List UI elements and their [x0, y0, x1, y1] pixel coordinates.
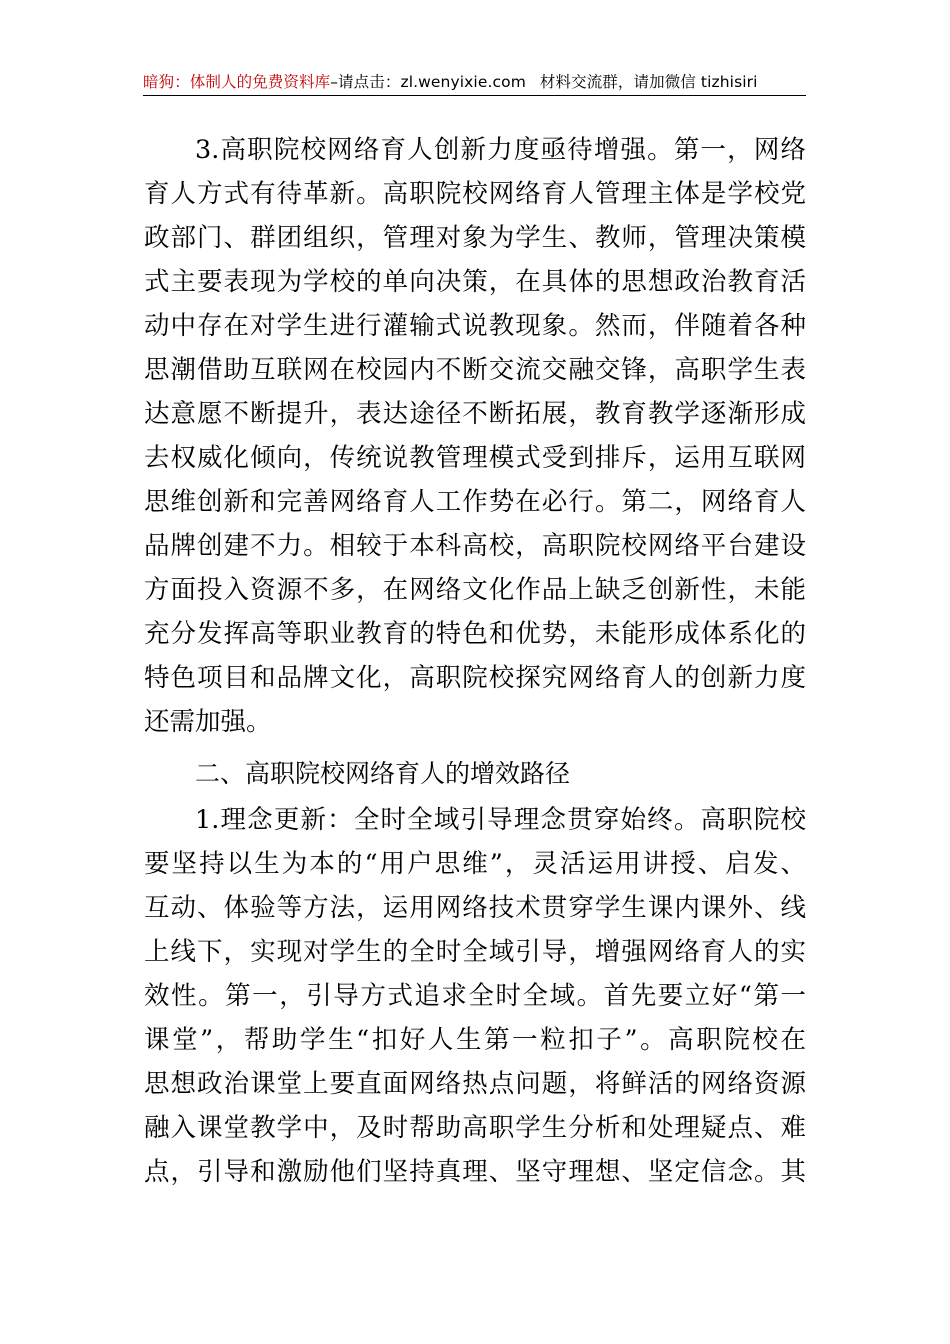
- paragraph-line: 课堂”，帮助学生“扣好人生第一粒扣子”。高职院校在: [144, 1025, 806, 1055]
- header-divider: [143, 95, 806, 96]
- paragraph-line: 思想政治课堂上要直面网络热点问题，将鲜活的网络资源: [144, 1069, 806, 1099]
- paragraph-line: 达意愿不断提升，表达途径不断拓展，教育教学逐渐形成: [144, 399, 806, 429]
- paragraph-line: 方面投入资源不多，在网络文化作品上缺乏创新性，未能: [144, 575, 806, 605]
- paragraph-line: 融入课堂教学中，及时帮助高职学生分析和处理疑点、难: [144, 1113, 806, 1143]
- page-header: [143, 70, 806, 94]
- paragraph-line: 式主要表现为学校的单向决策，在具体的思想政治教育活: [144, 267, 806, 297]
- paragraph-line: 思潮借助互联网在校园内不断交流交融交锋，高职学生表: [144, 355, 806, 385]
- header-url-link[interactable]: zl.wenyixie.com: [400, 73, 526, 91]
- paragraph-line: 充分发挥高等职业教育的特色和优势，未能形成体系化的: [144, 619, 806, 649]
- paragraph-line: 动中存在对学生进行灌输式说教现象。然而，伴随着各种: [144, 311, 806, 341]
- header-contact: 材料交流群，请加微信 tizhisiri: [539, 73, 758, 91]
- paragraph-line: 政部门、群团组织，管理对象为学生、教师，管理决策模: [144, 223, 806, 253]
- paragraph-line: 上线下，实现对学生的全时全域引导，增强网络育人的实: [144, 937, 806, 967]
- paragraph-line: 点，引导和激励他们坚持真理、坚守理想、坚定信念。其: [144, 1157, 806, 1187]
- paragraph-line: 效性。第一，引导方式追求全时全域。首先要立好“第一: [144, 981, 806, 1011]
- paragraph-line: 要坚持以生为本的“用户思维”，灵活运用讲授、启发、: [144, 849, 806, 879]
- header-brand: 暗狗：体制人的免费资料库: [143, 73, 331, 91]
- section-heading: 二、高职院校网络育人的增效路径: [195, 759, 571, 788]
- paragraph-line: 互动、体验等方法，运用网络技术贯穿学生课内课外、线: [144, 893, 806, 923]
- header-click-label: –请点击：: [330, 73, 401, 91]
- paragraph-line: 育人方式有待革新。高职院校网络育人管理主体是学校党: [144, 179, 806, 209]
- paragraph-line: 品牌创建不力。相较于本科高校，高职院校网络平台建设: [144, 531, 806, 561]
- paragraph-line: 3.高职院校网络育人创新力度亟待增强。第一，网络: [195, 135, 806, 165]
- paragraph-line: 特色项目和品牌文化，高职院校探究网络育人的创新力度: [144, 663, 806, 693]
- paragraph-line: 还需加强。: [144, 707, 272, 737]
- paragraph-line: 思维创新和完善网络育人工作势在必行。第二，网络育人: [144, 487, 806, 517]
- paragraph-line: 去权威化倾向，传统说教管理模式受到排斥，运用互联网: [144, 443, 806, 473]
- paragraph-line: 1.理念更新：全时全域引导理念贯穿始终。高职院校: [195, 805, 806, 835]
